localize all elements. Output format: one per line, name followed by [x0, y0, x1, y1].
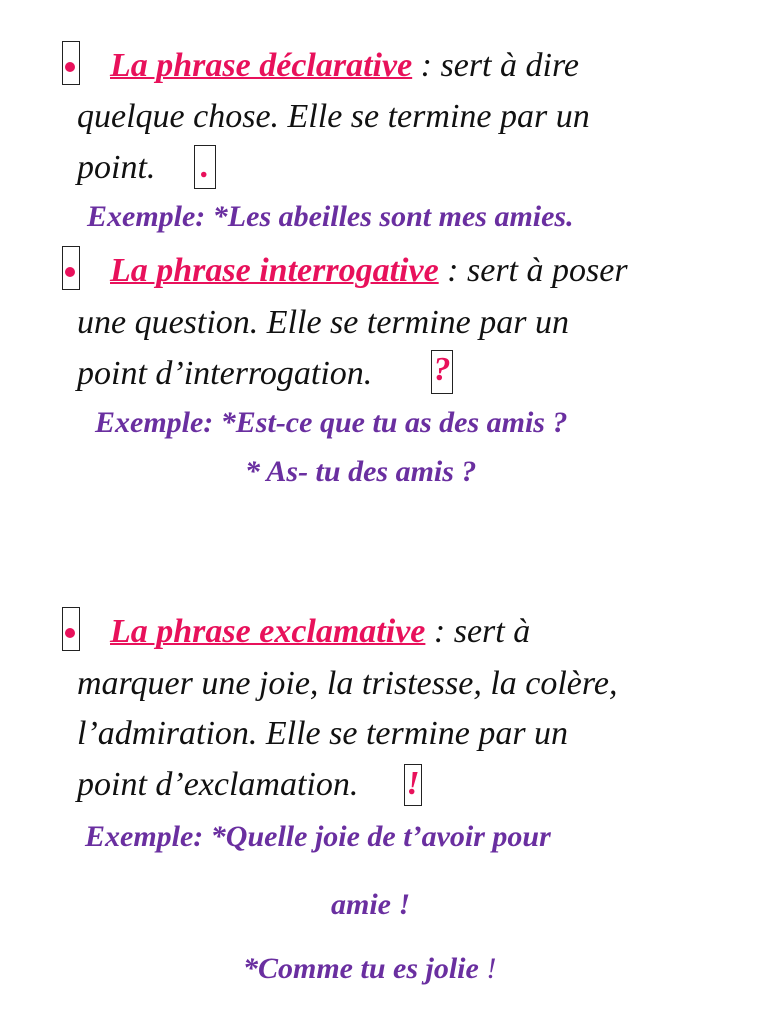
section-2-example-1: Exemple: *Est-ce que tu as des amis ?	[95, 406, 568, 439]
section-3-desc-2: marquer une joie, la tristesse, la colère,	[77, 665, 618, 702]
section-2-punct: ?	[431, 350, 453, 394]
section-3-example-3	[243, 951, 496, 987]
section-1-desc-2: quelque chose. Elle se termine par un	[77, 98, 590, 135]
bullet-icon	[65, 62, 75, 72]
section-1-desc-1: : sert à dire	[412, 47, 580, 84]
bullet-icon	[65, 628, 75, 638]
bullet-box-3	[62, 607, 80, 651]
section-1-title: La phrase déclarative	[110, 47, 413, 84]
section-2-desc-1: : sert à poser	[438, 252, 628, 289]
section-1-desc-3: point.	[77, 149, 156, 186]
bullet-icon	[65, 267, 75, 277]
section-1-punct: .	[194, 145, 216, 189]
section-2-line-1	[110, 251, 628, 291]
section-3-example-3-mark: !	[478, 952, 497, 985]
section-3-line-1	[110, 612, 530, 652]
section-3-title: La phrase exclamative	[110, 613, 426, 650]
section-3-desc-4: point d’exclamation.	[77, 766, 359, 803]
section-3-example-2: amie !	[331, 888, 411, 921]
section-2-desc-2: une question. Elle se termine par un	[77, 304, 569, 341]
section-1-line-1	[110, 46, 579, 86]
section-2-title: La phrase interrogative	[110, 252, 439, 289]
section-3-desc-1: : sert à	[425, 613, 531, 650]
section-3-desc-3: l’admiration. Elle se termine par un	[77, 715, 569, 752]
section-1-example: Exemple: *Les abeilles sont mes amies.	[87, 200, 574, 233]
section-2-desc-3: point d’interrogation.	[77, 355, 373, 392]
bullet-box-1	[62, 41, 80, 85]
section-3-punct: !	[404, 764, 422, 806]
section-3-example-3-text: *Comme tu es jolie	[243, 952, 479, 985]
bullet-box-2	[62, 246, 80, 290]
section-3-example-1: Exemple: *Quelle joie de t’avoir pour	[85, 820, 551, 853]
section-2-example-2: * As- tu des amis ?	[245, 455, 477, 488]
